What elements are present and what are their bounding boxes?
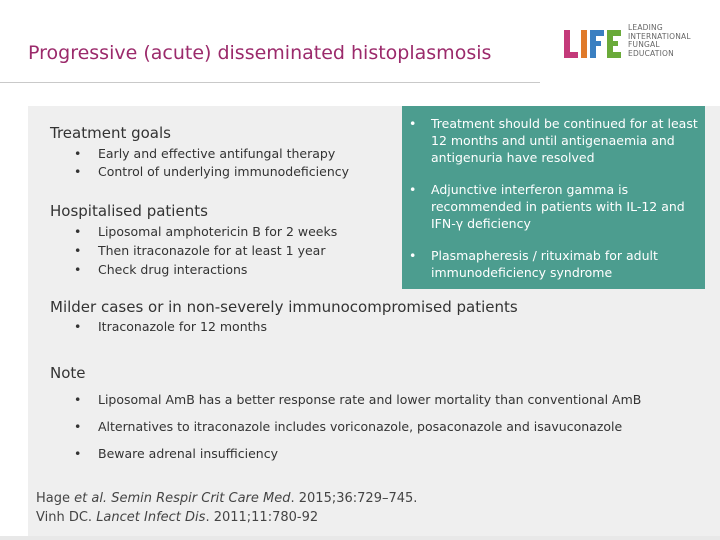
reference-1: Hage et al. Semin Respir Crit Care Med. 2015;36:729–745. xyxy=(36,491,418,506)
bottom-bar xyxy=(0,536,720,540)
list-item: • Alternatives to itraconazole includes voriconazole, posaconazole and isavuconazole xyxy=(74,419,623,434)
list-item: • Check drug interactions xyxy=(74,262,248,277)
teal-callout: • Treatment should be continued for at least 12 months and until antigenaemia and antigenuria have resolved • Adjunctive interferon gamma is recommended in patients with IL-12 and IFN-γ deficiency • Plasmapheresis / rituximab for adult immunodeficiency syndrome xyxy=(402,106,705,289)
logo-line: EDUCATION xyxy=(628,48,674,58)
reference-2: Vinh DC. Lancet Infect Dis. 2011;11:780-92 xyxy=(36,510,319,525)
milder-list xyxy=(74,318,267,336)
hospitalised-list xyxy=(74,222,337,279)
title-rule xyxy=(0,82,540,83)
list-item: • Itraconazole for 12 months xyxy=(74,319,267,334)
logo-line: INTERNATIONAL xyxy=(628,31,691,41)
treatment-goals-list xyxy=(74,145,349,181)
logo-line: FUNGAL xyxy=(628,40,660,50)
treatment-goals-heading: Treatment goals xyxy=(50,124,171,142)
note-list xyxy=(74,386,641,467)
hospitalised-heading: Hospitalised patients xyxy=(50,202,208,220)
logo-line: LEADING xyxy=(628,23,663,32)
logo-text xyxy=(628,24,691,58)
slide-title: Progressive (acute) disseminated histoplasmosis xyxy=(28,42,492,64)
references xyxy=(36,489,417,527)
note-heading: Note xyxy=(50,364,86,382)
list-item: • Liposomal amphotericin B for 2 weeks xyxy=(74,224,338,239)
list-item: • Beware adrenal insufficiency xyxy=(74,446,278,461)
list-item: • Then itraconazole for at least 1 year xyxy=(74,243,326,258)
list-item: • Control of underlying immunodeficiency xyxy=(74,164,350,179)
list-item: • Early and effective antifungal therapy xyxy=(74,146,336,161)
milder-heading: Milder cases or in non-severely immunocompromised patients xyxy=(50,298,518,316)
list-item: • Liposomal AmB has a better response rate and lower mortality than conventional AmB xyxy=(74,392,642,407)
